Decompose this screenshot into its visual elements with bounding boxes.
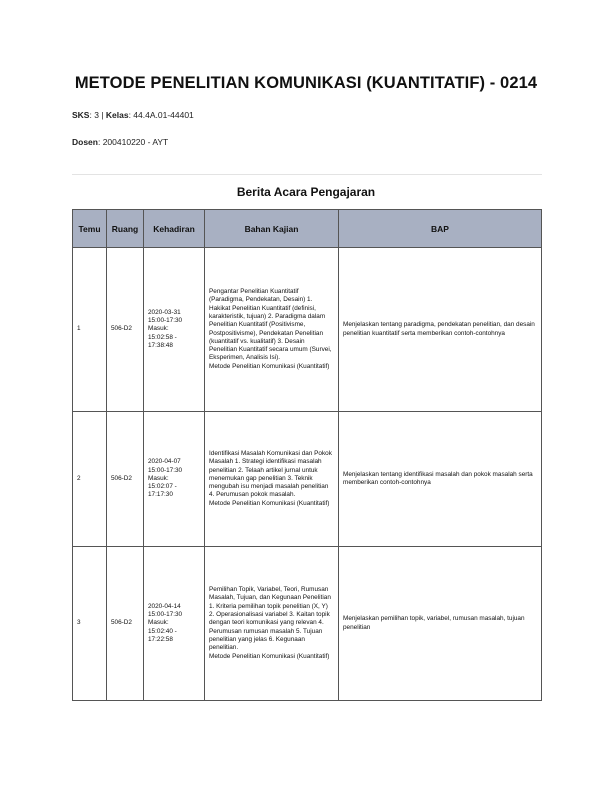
cell-kehadiran [144,248,205,412]
header-kehadiran: Kehadiran [144,210,205,248]
cell-ruang: 506-D2 [107,547,144,701]
section-title: Berita Acara Pengajaran [236,185,376,199]
cell-temu: 2 [73,412,107,547]
cell-kehadiran [144,412,205,547]
header-ruang: Ruang [107,210,144,248]
header-temu: Temu [73,210,107,248]
kehadiran-out: 17:22:58 [148,635,173,643]
cell-bahan-kajian [205,412,339,547]
kehadiran-out: 17:38:48 [148,341,173,349]
cell-temu: 1 [73,248,107,412]
kehadiran-schedule: 15:00-17:30 [148,317,183,324]
bahan-kajian-source: Metode Penelitian Komunikasi (Kuantitatif) [209,362,330,370]
header-bap: BAP [339,210,542,248]
table-row [73,248,542,412]
kehadiran-in: 15:02:07 - [148,483,177,491]
table-row [73,547,542,701]
kehadiran-schedule: 15:00-17:30 [148,611,183,618]
bahan-kajian-text: Pengantar Penelitian Kuantitatif (Paradigma, Pendekatan, Desain) 1. Hakikat Penelitian Kuantitatif (definisi, karakteristik, tujuan) 2. Paradigma dalam Penelitian Kuantitatif (Positivisme, Postpositivisme), Pendekatan Penelitian (kuantitatif vs. kualitatif) 3. Desain Penelitian Kuantitatif secara umum (Survei, Eksperimen, Analisis Isi). [209,287,332,362]
cell-kehadiran [144,547,205,701]
section-divider [72,174,542,175]
bahan-kajian-source: Metode Penelitian Komunikasi (Kuantitatif) [209,499,330,507]
bahan-kajian-text: Identifikasi Masalah Komunikasi dan Pokok Masalah 1. Strategi identifikasi masalah penelitian 2. Telaah artikel jurnal untuk menemukan gap penelitian 3. Teknik mengubah isu menjadi masalah penelitian 4. Perumusan pokok masalah. [209,449,332,499]
cell-ruang: 506-D2 [107,412,144,547]
kelas-label: Kelas [105,110,129,120]
sks-value: : 3 [89,110,99,120]
cell-bap: Menjelaskan pemilihan topik, variabel, rumusan masalah, tujuan penelitian [339,547,542,701]
kehadiran-label: Masuk: [148,325,169,333]
course-sks-kelas [72,110,194,120]
kehadiran-date: 2020-04-14 [148,602,181,610]
cell-bap: Menjelaskan tentang paradigma, pendekatan penelitian, dan desain penelitian kuantitatif serta memberikan contoh-contohnya [339,248,542,412]
course-title: METODE PENELITIAN KOMUNIKASI (KUANTITATIF) - 0214 [74,74,538,92]
kehadiran-date: 2020-04-07 [148,458,181,466]
table-header-row [73,210,542,248]
dosen-label: Dosen [72,137,98,147]
course-dosen [72,137,168,147]
bahan-kajian-source: Metode Penelitian Komunikasi (Kuantitatif) [209,652,330,660]
kelas-value: : 44.4A.01-44401 [128,110,194,120]
kehadiran-label: Masuk: [148,619,169,627]
kehadiran-date: 2020-03-31 [148,308,181,316]
kehadiran-schedule: 15:00-17:30 [148,466,183,474]
bahan-kajian-text: Pemilihan Topik, Variabel, Teori, Rumusan Masalah, Tujuan, dan Kegunaan Penelitian 1. Kriteria pemilihan topik penelitian (X, Y) 2. Operasionalisasi variabel 3. Kaitan topik dengan teori komunikasi yang relevan 4. Perumusan rumusan masalah 5. Tujuan penelitian yang jelas 6. Kegunaan penelitian. [209,586,331,652]
sks-label: SKS [72,110,90,120]
cell-bahan-kajian [205,248,339,412]
dosen-value: : 200410220 - AYT [97,137,169,147]
cell-ruang: 506-D2 [107,248,144,412]
kehadiran-in: 15:02:40 - [148,627,177,635]
bap-table [72,209,542,701]
table-row [73,412,542,547]
header-bahan-kajian: Bahan Kajian [205,210,339,248]
cell-bap: Menjelaskan tentang identifikasi masalah dan pokok masalah serta memberikan contoh-contohnya [339,412,542,547]
kehadiran-in: 15:02:58 - [148,333,177,341]
kehadiran-label: Masuk: [148,474,169,482]
kehadiran-out: 17:17:30 [148,491,173,499]
cell-bahan-kajian [205,547,339,701]
cell-temu: 3 [73,547,107,701]
meta-separator: | [98,110,106,120]
